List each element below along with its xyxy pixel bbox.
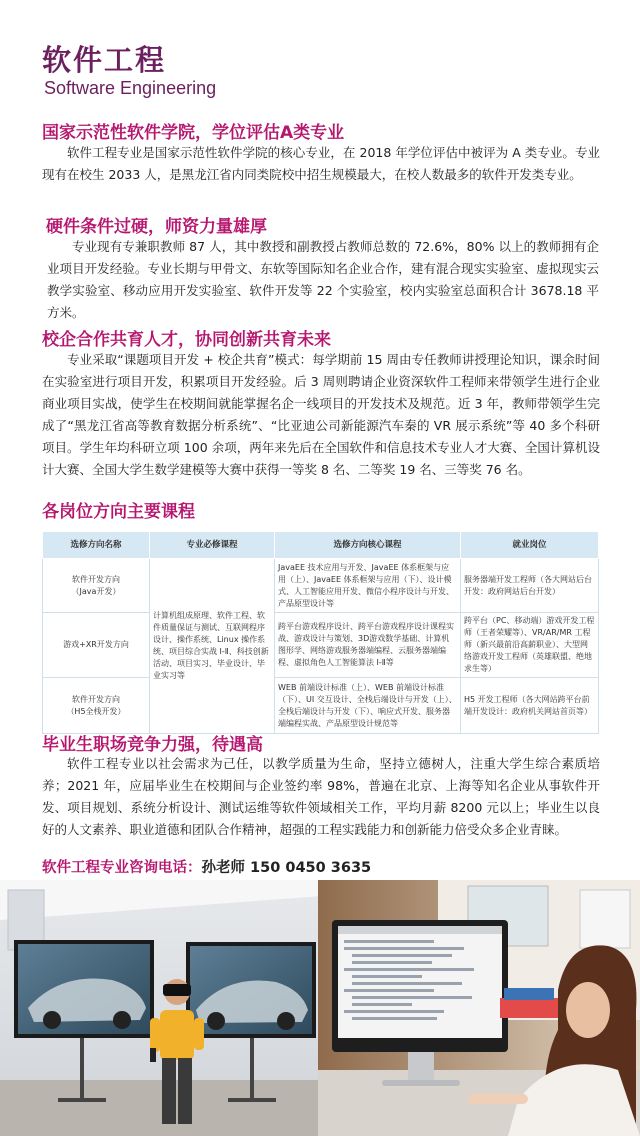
direction-cell: 游戏+XR开发方向 (43, 613, 150, 678)
contact-phone: 孙老师 150 0450 3635 (201, 860, 372, 876)
contact-label: 软件工程专业咨询电话： (42, 860, 202, 876)
table-header-cell: 选修方向核心课程 (275, 532, 461, 559)
coding-lab-photo-illustration (318, 880, 640, 1136)
jobs-cell: 服务器端开发工程师（各大网站后台开发：政府网站后台开发） (461, 559, 599, 613)
section-heading-1: 国家示范性软件学院，学位评估A类专业 (42, 123, 345, 143)
core-courses-cell: 跨平台游戏程序设计、跨平台游戏程序设计课程实战、游戏设计与策划、3D游戏数学基础、计算机图形学、网络游戏服务器端编程、云服务器端编程、虚拟角色人工智能算法 Ⅰ-Ⅱ等 (275, 613, 461, 678)
section-heading-4: 各岗位方向主要课程 (42, 502, 195, 522)
table-row (43, 559, 599, 613)
core-courses-cell: WEB 前端设计标准（上）、WEB 前端设计标准（下）、UI 交互设计、全栈后端设计与开发（上）、全栈后端设计与开发（下）、响应式开发、服务器端编程实战、产品原型设计规范等 (275, 678, 461, 734)
section-text-2 (47, 236, 599, 324)
page-title: 软件工程 (42, 43, 167, 77)
core-courses-cell: JavaEE 技术应用与开发、JavaEE 体系框架与应用（上）、JavaEE 体系框架与应用（下）、设计模式、人工智能应用开发、微信小程序设计与开发、产品原型设计等 (275, 559, 461, 613)
vr-lab-photo-illustration (0, 880, 322, 1136)
courses-table (42, 531, 599, 734)
section-paragraph-3: 专业采取“课题项目开发 + 校企共育”模式：每学期前 15 周由专任教师讲授理论知识，课余时间在实验室进行项目开发，积累项目开发经验。后 3 周则聘请企业资深软件工程师来带领学生进行企业商业项目实战，使学生在校期间就能掌握名企一线项目的开发技术及规范。近 3 年，教师带领学生完成了“黑龙江省高等教育数据分析系统”、“比亚迪公司新能源汽车秦的 VR 展示系统”等 40 多个科研项目。学生年均科研立项 100 余项，两年来先后在全国软件和信息技术专业人才大赛、全国计算机设计大赛、全国大学生数学建模等大赛中获得一等奖 8 名、二等奖 19 名、三等奖 76 名。 (42, 352, 600, 477)
jobs-cell: H5 开发工程师（各大网站跨平台前端开发设计：政府机关网站首页等） (461, 678, 599, 734)
direction-cell: 软件开发方向 （Java开发） (43, 559, 150, 613)
section-paragraph-5: 软件工程专业以社会需求为己任，以教学质量为生命，坚持立德树人，注重大学生综合素质培养；2021 年，应届毕业生在校期间与企业签约率 98%，普遍在北京、上海等知名企业从事软件开发、项目规划、系统分析设计、测试运维等软件领域相关工作，平均月薪 8200 元以上；毕业生以良好的人文素养、职业道德和团队合作精神，超强的工程实践能力和创新能力倍受众多企业青睐。 (42, 756, 600, 837)
required-courses-cell: 计算机组成原理、软件工程、软件质量保证与测试、互联网程序设计、操作系统、Linux 操作系统、项目综合实战 Ⅰ-Ⅱ、科技创新活动、项目实习、毕业设计、毕业实习等 (150, 559, 275, 734)
section-text-3 (42, 349, 600, 481)
section-heading-5: 毕业生职场竞争力强，待遇高 (42, 735, 263, 755)
table-header-cell: 专业必修课程 (150, 532, 275, 559)
jobs-cell: 跨平台（PC、移动端）游戏开发工程师（王者荣耀等）、VR/AR/MR 工程师（新兴最前沿高薪职业）、大型网络游戏开发工程师（英雄联盟、绝地求生等） (461, 613, 599, 678)
coding-lab-photo (318, 880, 640, 1136)
section-heading-3: 校企合作共育人才，协同创新共育未来 (42, 330, 331, 350)
section-text-1 (42, 142, 600, 186)
table-row (43, 678, 599, 734)
direction-cell: 软件开发方向 （H5全栈开发） (43, 678, 150, 734)
contact-line (42, 856, 371, 877)
table-header-cell: 选修方向名称 (43, 532, 150, 559)
section-text-5 (42, 753, 600, 841)
vr-lab-photo (0, 880, 322, 1136)
section-heading-2: 硬件条件过硬，师资力量雄厚 (46, 217, 267, 237)
page-subtitle: Software Engineering (44, 78, 217, 98)
table-row (43, 613, 599, 678)
table-header-row (43, 532, 599, 559)
section-paragraph-2: 专业现有专兼职教师 87 人，其中教授和副教授占教师总数的 72.6%，80% 以上的教师拥有企业项目开发经验。专业长期与甲骨文、东软等国际知名企业合作，建有混合现实实验室、虚拟现实云教学实验室、移动应用开发实验室、软件开发等 22 个实验室，校内实验室总面积合计 3678.18 平方米。 (47, 239, 599, 320)
table-header-cell: 就业岗位 (461, 532, 599, 559)
section-paragraph-1: 软件工程专业是国家示范性软件学院的核心专业，在 2018 年学位评估中被评为 A 类专业。专业现有在校生 2033 人，是黑龙江省内同类院校中招生规模最大，在校人数最多的软件开发类专业。 (42, 145, 600, 182)
